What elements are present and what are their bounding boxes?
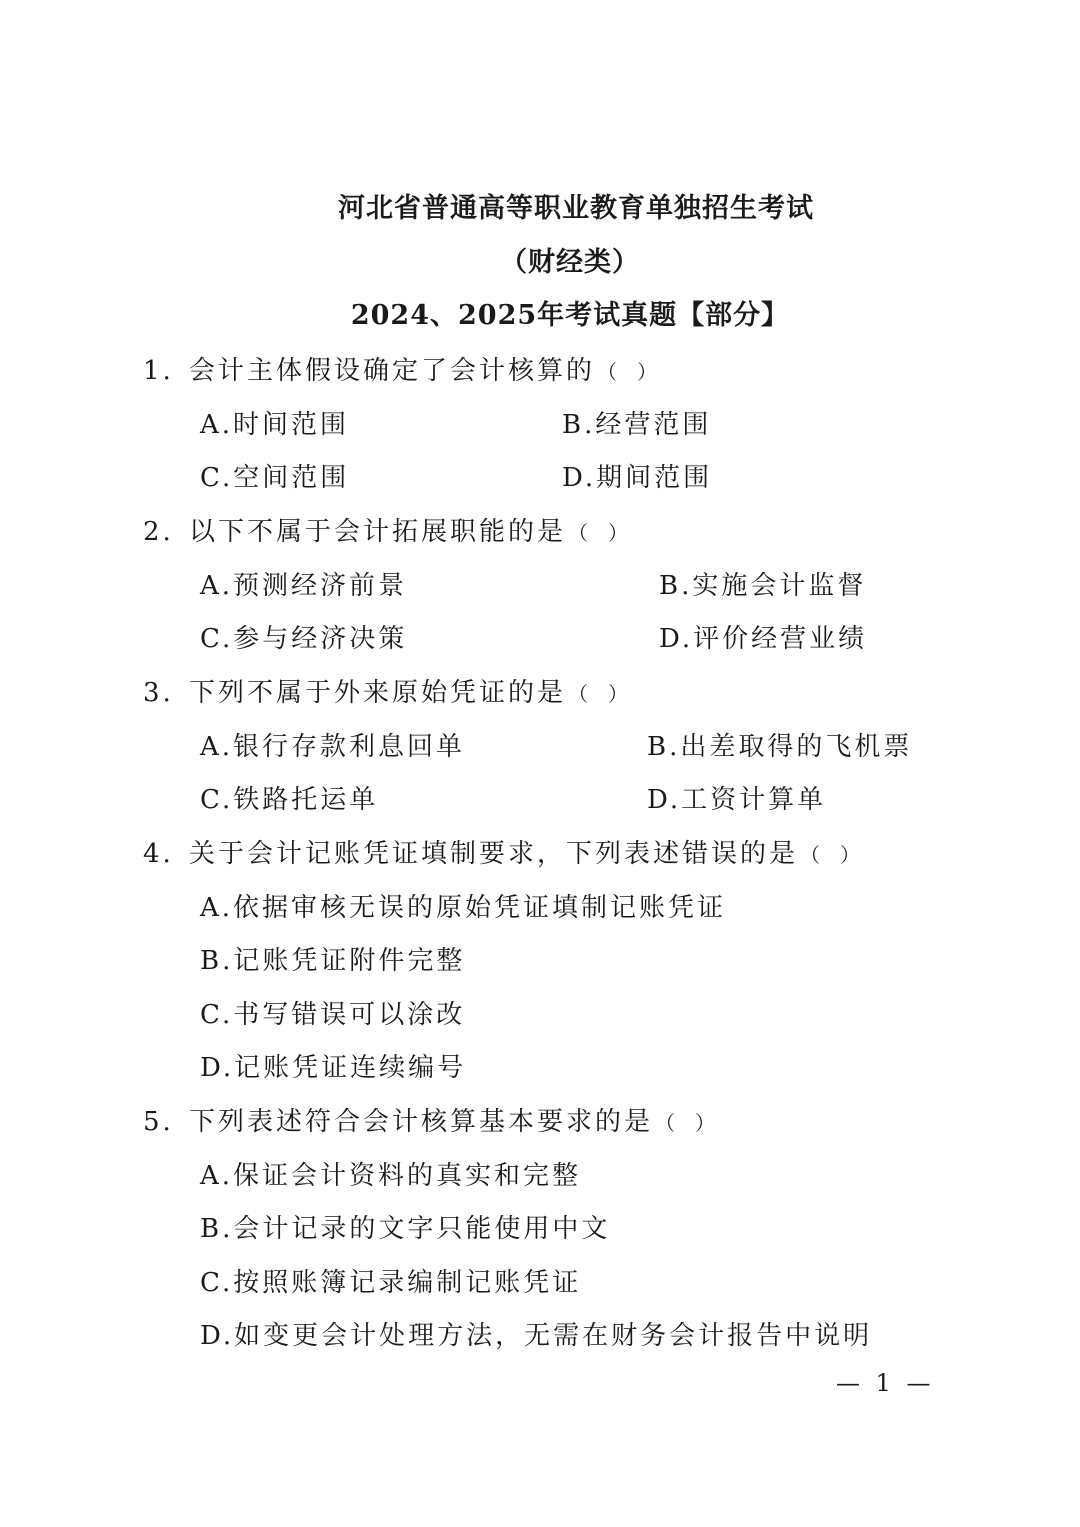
question-4 [143,833,860,870]
question-number: 1. [143,356,174,386]
exam-category: （财经类） [500,247,640,278]
exam-subtitle: 2024、2025年考试真题【部分】 [350,300,790,331]
question-1-option-b: B.经营范围 [562,410,712,440]
answer-paren: （ ） [800,843,861,867]
question-1-option-d: D.期间范围 [562,463,713,493]
question-4-option-b: B.记账凭证附件完整 [200,946,466,976]
page-number: — 1 — [836,1369,935,1397]
question-5-option-d: D.如变更会计处理方法，无需在财务会计报告中说明 [200,1321,873,1351]
question-1-option-c: C.空间范围 [200,463,350,493]
question-stem: 下列表述符合会计核算基本要求的是 [189,1107,654,1137]
question-number: 4. [143,839,174,869]
question-3-option-a: A.银行存款利息回单 [200,732,466,762]
question-4-option-c: C.书写错误可以涂改 [200,1000,466,1030]
question-1 [143,350,657,387]
question-5-option-a: A.保证会计资料的真实和完整 [200,1161,582,1191]
question-2-option-b: B.实施会计监督 [659,571,867,601]
question-2-option-d: D.评价经营业绩 [659,624,868,654]
question-stem: 以下不属于会计拓展职能的是 [189,517,567,547]
question-3-option-b: B.出差取得的飞机票 [647,732,913,762]
question-stem: 下列不属于外来原始凭证的是 [189,678,567,708]
question-3 [143,672,628,709]
question-stem: 会计主体假设确定了会计核算的 [189,356,596,386]
question-5-option-b: B.会计记录的文字只能使用中文 [200,1214,611,1244]
question-2-option-c: C.参与经济决策 [200,624,408,654]
question-2 [143,511,628,548]
question-3-option-c: C.铁路托运单 [200,785,379,815]
question-number: 5. [143,1107,174,1137]
question-2-option-a: A.预测经济前景 [200,571,408,601]
answer-paren: （ ） [655,1111,716,1135]
question-5-option-c: C.按照账簿记录编制记账凭证 [200,1268,582,1298]
question-1-option-a: A.时间范围 [200,410,350,440]
question-number: 3. [143,678,174,708]
question-4-option-d: D.记账凭证连续编号 [200,1053,467,1083]
answer-paren: （ ） [597,360,658,384]
answer-paren: （ ） [568,682,629,706]
question-3-option-d: D.工资计算单 [647,785,827,815]
exam-title: 河北省普通高等职业教育单独招生考试 [338,193,814,224]
question-5 [143,1101,715,1138]
question-number: 2. [143,517,174,547]
question-4-option-a: A.依据审核无误的原始凭证填制记账凭证 [200,893,727,923]
answer-paren: （ ） [568,521,629,545]
question-stem: 关于会计记账凭证填制要求，下列表述错误的是 [189,839,799,869]
